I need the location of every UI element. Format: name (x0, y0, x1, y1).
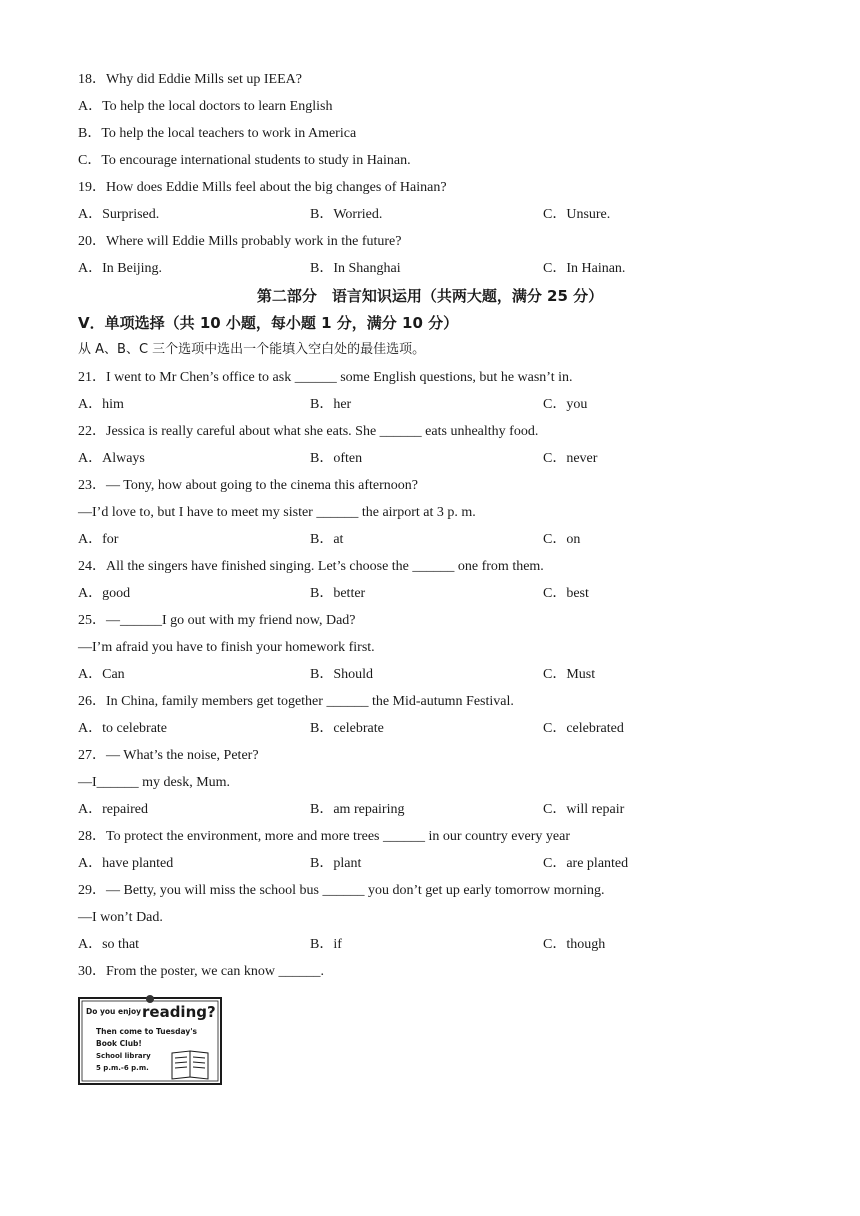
section-instruction: 从 A、B、C 三个选项中选出一个能填入空白处的最佳选项。 (78, 342, 426, 357)
q18-option-a: A．To help the local doctors to learn English (78, 99, 333, 114)
poster-line-4: School library (96, 1052, 151, 1060)
q19-option-c: C．Unsure. (543, 207, 611, 222)
q18-stem: 18．Why did Eddie Mills set up IEEA? (78, 72, 302, 87)
q19-stem: 19．How does Eddie Mills feel about the big changes of Hainan? (78, 180, 447, 195)
poster-line-5: 5 p.m.-6 p.m. (96, 1064, 149, 1072)
q27-stem-reply: —I______ my desk, Mum. (78, 775, 231, 790)
q24-option-b: B．better (310, 586, 366, 601)
q27-option-a: A．repaired (78, 802, 148, 817)
q26-stem: 26．In China, family members get together ______ the Mid-autumn Festival. (78, 694, 514, 709)
q25-stem: 25．—______I go out with my friend now, Dad? (78, 613, 356, 628)
q23-stem: 23．— Tony, how about going to the cinema this afternoon? (78, 478, 419, 493)
q24-stem: 24．All the singers have finished singing. Let’s choose the ______ one from them. (78, 559, 544, 574)
q27-option-c: C．will repair (543, 802, 625, 817)
q27-stem: 27．— What’s the noise, Peter? (78, 748, 259, 763)
section-five-title: Ⅴ．单项选择（共 10 小题，每小题 1 分，满分 10 分） (78, 314, 459, 332)
q24-option-c: C．best (543, 586, 589, 601)
open-book-icon (172, 1051, 208, 1079)
q21-option-a: A．him (78, 397, 124, 412)
q23-option-b: B．at (310, 532, 344, 547)
part-two-title: 第二部分 语言知识运用（共两大题，满分 25 分） (256, 287, 604, 305)
q22-option-b: B．often (310, 451, 363, 466)
q24-option-a: A．good (78, 586, 131, 601)
q25-option-a: A．Can (78, 667, 125, 682)
q20-option-a: A．In Beijing. (78, 261, 162, 276)
q21-stem: 21．I went to Mr Chen’s office to ask ______ some English questions, but he wasn’t in. (78, 370, 573, 385)
q23-stem-reply: —I’d love to, but I have to meet my sister ______ the airport at 3 p. m. (78, 505, 476, 520)
q29-option-b: B．if (310, 937, 342, 952)
q25-option-b: B．Should (310, 667, 374, 682)
q26-option-b: B．celebrate (310, 721, 384, 736)
poster-line-2: Then come to Tuesday's (96, 1027, 197, 1036)
pin-icon (146, 995, 154, 1003)
q19-option-a: A．Surprised. (78, 207, 160, 222)
q20-stem: 20．Where will Eddie Mills probably work in the future? (78, 234, 402, 249)
q25-option-c: C．Must (543, 667, 596, 682)
poster-line-3: Book Club! (96, 1039, 142, 1048)
q26-option-a: A．to celebrate (78, 721, 168, 736)
q21-option-b: B．her (310, 397, 352, 412)
q26-option-c: C．celebrated (543, 721, 624, 736)
q21-option-c: C．you (543, 397, 588, 412)
q18-option-b: B．To help the local teachers to work in America (78, 126, 357, 141)
q29-stem-reply: —I won’t Dad. (78, 910, 163, 925)
q29-option-c: C．though (543, 937, 606, 952)
q22-stem: 22．Jessica is really careful about what she eats. She ______ eats unhealthy food. (78, 424, 539, 439)
q27-option-b: B．am repairing (310, 802, 405, 817)
q29-stem: 29．— Betty, you will miss the school bus ______ you don’t get up early tomorrow morning. (78, 883, 605, 898)
q28-option-b: B．plant (310, 856, 362, 871)
q22-option-c: C．never (543, 451, 598, 466)
q22-option-a: A．Always (78, 451, 145, 466)
q23-option-a: A．for (78, 532, 119, 547)
q23-option-c: C．on (543, 532, 581, 547)
poster-line-1a: Do you enjoy (86, 1007, 142, 1016)
q28-stem: 28．To protect the environment, more and more trees ______ in our country every year (78, 829, 570, 844)
book-club-poster (78, 995, 222, 1085)
q28-option-a: A．have planted (78, 856, 174, 871)
q18-option-c: C．To encourage international students to study in Hainan. (78, 153, 411, 168)
q29-option-a: A．so that (78, 937, 140, 952)
q20-option-c: C．In Hainan. (543, 261, 626, 276)
q20-option-b: B．In Shanghai (310, 261, 401, 276)
q28-option-c: C．are planted (543, 856, 629, 871)
poster-line-1b: reading? (142, 1003, 216, 1021)
q25-stem-reply: —I’m afraid you have to finish your homework first. (78, 640, 375, 655)
q19-option-b: B．Worried. (310, 207, 383, 222)
q30-stem: 30．From the poster, we can know ______. (78, 964, 324, 979)
